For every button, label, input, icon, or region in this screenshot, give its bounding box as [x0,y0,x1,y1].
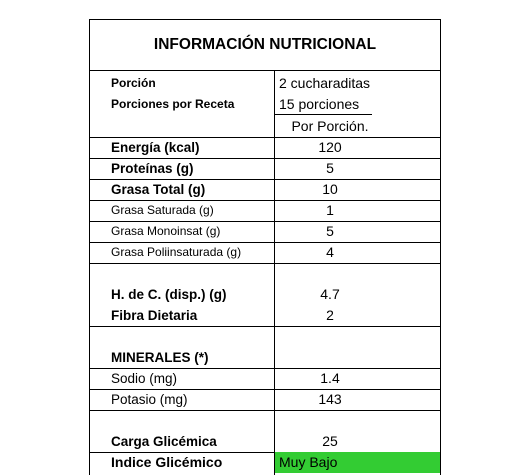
glycemic-index-row [90,452,440,473]
nutrient-label: Proteínas (g) [111,161,194,176]
table-row [90,158,440,180]
table-row [90,368,440,390]
glycemic-load-label: Carga Glicémica [111,434,217,449]
table-title: INFORMACIÓN NUTRICIONAL [90,20,440,71]
nutrient-value: 1 [326,202,334,218]
table-row [90,305,440,327]
glycemic-load-row [90,431,440,453]
nutrient-value: 5 [326,160,334,176]
servings-value: 15 porciones [279,96,360,112]
glycemic-index-label: Indice Glicémico [111,454,223,470]
table-row [90,242,440,264]
nutrient-label: Grasa Total (g) [111,182,206,197]
nutrient-value: 10 [322,181,338,197]
table-row [90,200,440,222]
nutrient-label: Fibra Dietaria [111,308,198,323]
portion-label: Porción [111,76,156,90]
servings-row [90,94,440,115]
nutrient-value: 4.7 [320,286,340,302]
nutrient-label: Grasa Monoinsat (g) [111,224,221,238]
servings-underline [275,114,372,115]
table-row [90,179,440,201]
mineral-value: 143 [318,391,342,407]
nutrient-label: H. de C. (disp.) (g) [111,287,227,302]
nutrient-value: 5 [326,223,334,239]
portion-row [90,73,440,94]
table-row [90,389,440,411]
glycemic-load-value: 25 [322,433,338,449]
table-row [90,137,440,159]
portion-value: 2 cucharaditas [279,75,371,91]
mineral-label: Sodio (mg) [111,371,178,386]
nutrient-value: 120 [318,139,342,155]
mineral-label: Potasio (mg) [111,392,188,407]
nutrient-value: 4 [326,244,334,260]
servings-label: Porciones por Receta [111,97,235,111]
minerals-header-row [90,347,440,369]
minerals-header: MINERALES (*) [111,350,209,365]
glycemic-index-value: Muy Bajo [279,454,338,470]
per-portion-header: Por Porción. [291,118,369,134]
table-row [90,221,440,243]
nutrient-label: Grasa Saturada (g) [111,203,214,217]
mineral-value: 1.4 [320,370,340,386]
nutrient-value: 2 [326,307,334,323]
table-row [90,284,440,305]
nutrition-facts-table [89,19,441,475]
per-portion-row [90,116,440,138]
nutrient-label: Grasa Poliinsaturada (g) [111,245,242,259]
nutrient-label: Energía (kcal) [111,140,200,155]
